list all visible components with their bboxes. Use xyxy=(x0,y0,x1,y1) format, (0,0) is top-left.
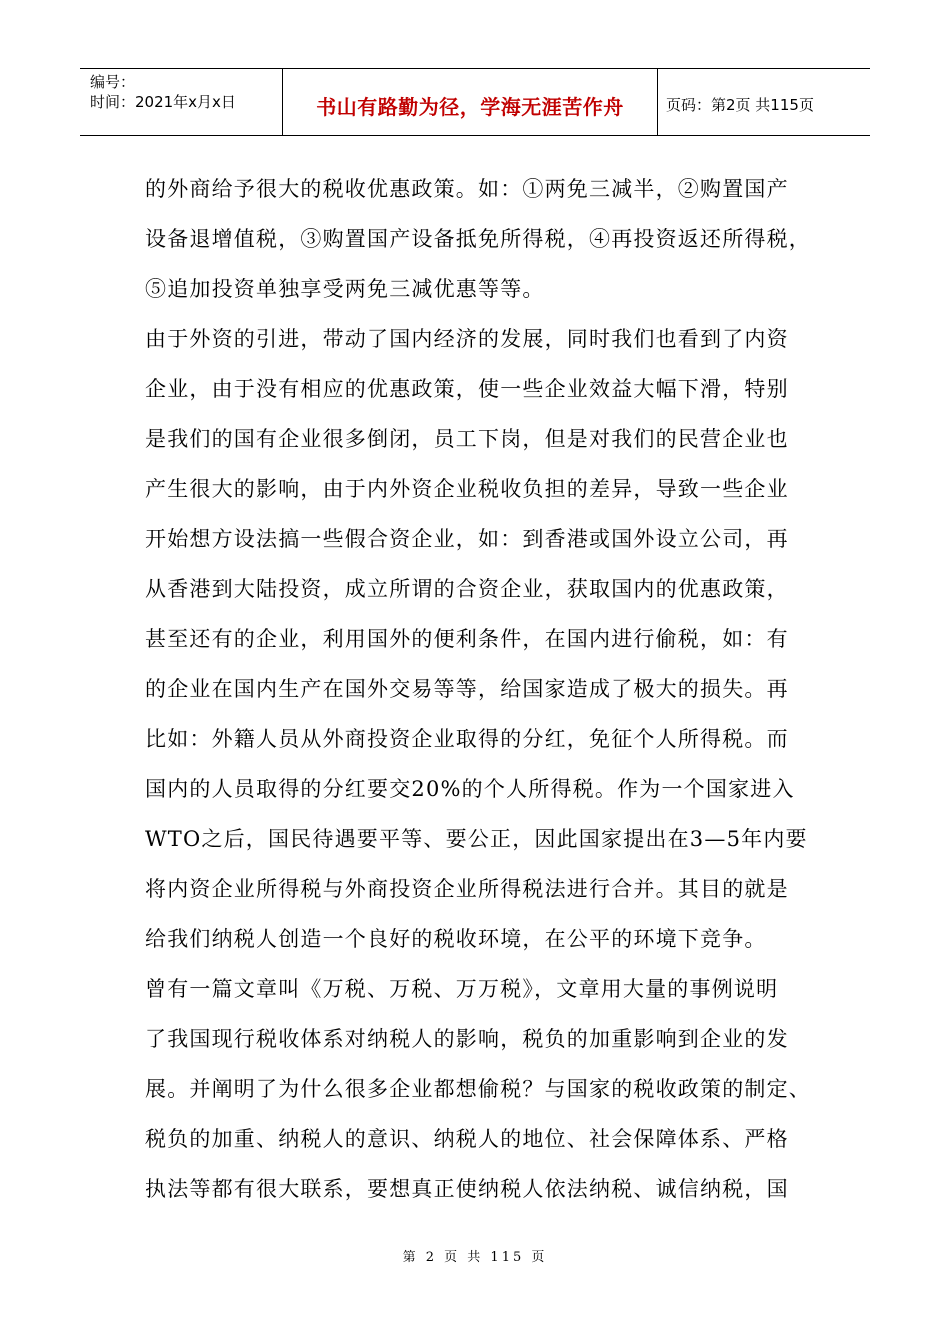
body-line: 展。并阐明了为什么很多企业都想偷税？与国家的税收政策的制定、 xyxy=(145,1077,811,1101)
body-line: 执法等都有很大联系，要想真正使纳税人依法纳税、诚信纳税，国 xyxy=(145,1177,789,1201)
body-line: WTO之后，国民待遇要平等、要公正，因此国家提出在3—5年内要 xyxy=(145,827,808,851)
body-line: 企业，由于没有相应的优惠政策，使一些企业效益大幅下滑，特别 xyxy=(145,377,789,401)
footer-page-number: 第 2 页 共 115 页 xyxy=(402,1250,548,1265)
body-line: 设备退增值税，③购置国产设备抵免所得税，④再投资返还所得税， xyxy=(145,227,811,251)
header-page-info: 页码：第2页 共115页 xyxy=(666,95,814,114)
document-body xyxy=(145,164,825,1214)
body-line: 开始想方设法搞一些假合资企业，如：到香港或国外设立公司，再 xyxy=(145,527,789,551)
body-line: 的外商给予很大的税收优惠政策。如：①两免三减半，②购置国产 xyxy=(145,177,789,201)
header-page-cell xyxy=(658,69,870,135)
body-line: 将内资企业所得税与外商投资企业所得税法进行合并。其目的就是 xyxy=(145,877,789,901)
page-footer xyxy=(0,1246,950,1265)
body-line: 国内的人员取得的分红要交20%的个人所得税。作为一个国家进入 xyxy=(145,777,795,801)
body-line: 曾有一篇文章叫《万税、万税、万万税》，文章用大量的事例说明 xyxy=(145,977,779,1001)
body-line: 是我们的国有企业很多倒闭，员工下岗，但是对我们的民营企业也 xyxy=(145,427,789,451)
motto-text: 书山有路勤为径，学海无涯苦作舟 xyxy=(316,94,624,119)
body-line: 甚至还有的企业，利用国外的便利条件，在国内进行偷税，如：有 xyxy=(145,627,789,651)
date-label: 时间：2021年x月x日 xyxy=(90,93,236,111)
body-line: 的企业在国内生产在国外交易等等，给国家造成了极大的损失。再 xyxy=(145,677,789,701)
body-line: 比如：外籍人员从外商投资企业取得的分红，免征个人所得税。而 xyxy=(145,727,789,751)
serial-label: 编号： xyxy=(90,73,136,91)
header-meta-cell xyxy=(80,69,283,135)
header-motto-cell xyxy=(283,69,658,135)
body-line: 由于外资的引进，带动了国内经济的发展，同时我们也看到了内资 xyxy=(145,327,789,351)
page-header xyxy=(80,68,870,136)
body-line: 给我们纳税人创造一个良好的税收环境，在公平的环境下竞争。 xyxy=(145,927,767,951)
body-line: 税负的加重、纳税人的意识、纳税人的地位、社会保障体系、严格 xyxy=(145,1127,789,1151)
body-line: 从香港到大陆投资，成立所谓的合资企业，获取国内的优惠政策， xyxy=(145,577,789,601)
body-line: 产生很大的影响，由于内外资企业税收负担的差异，导致一些企业 xyxy=(145,477,789,501)
body-line: 了我国现行税收体系对纳税人的影响，税负的加重影响到企业的发 xyxy=(145,1027,789,1051)
body-line: ⑤追加投资单独享受两免三减优惠等等。 xyxy=(145,277,545,301)
